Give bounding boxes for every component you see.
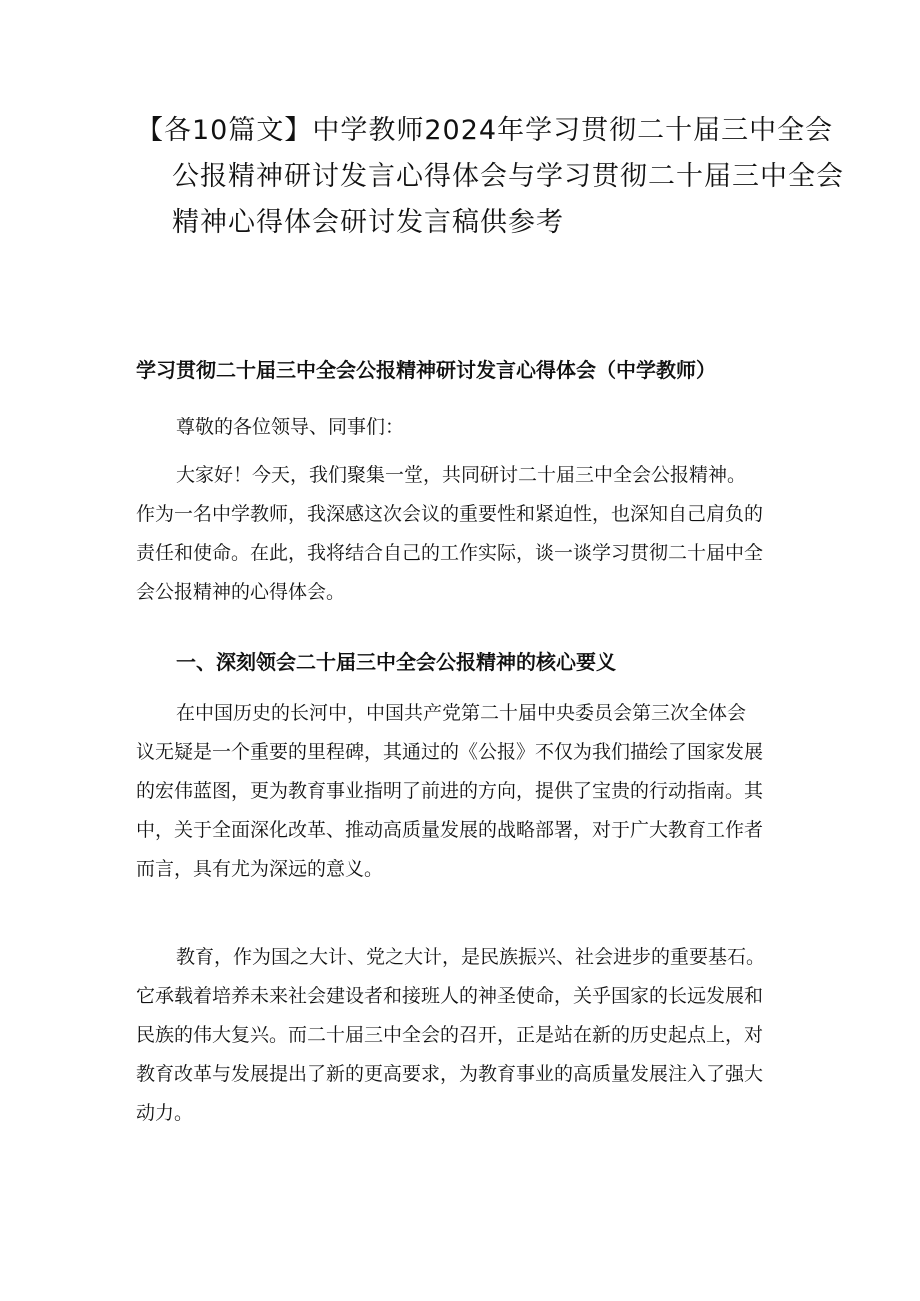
paragraph-3 xyxy=(136,938,790,1133)
salutation-text: 尊敬的各位领导、同事们： xyxy=(176,416,405,438)
paragraph-3-line: 动力。 xyxy=(136,1102,194,1124)
title-line-1: 【各10篇文】中学教师2024年学习贯彻二十届三中全会 xyxy=(136,115,834,146)
document-title xyxy=(136,108,844,246)
paragraph-2 xyxy=(136,694,790,889)
paragraph-2-line: 议无疑是一个重要的里程碑，其通过的《公报》不仅为我们描绘了国家发展 xyxy=(136,741,764,763)
paragraph-3-line: 教育改革与发展提出了新的更高要求，为教育事业的高质量发展注入了强大 xyxy=(136,1063,764,1085)
paragraph-1-line: 责任和使命。在此，我将结合自己的工作实际，谈一谈学习贯彻二十届中全 xyxy=(136,542,764,564)
title-line-3: 精神心得体会研讨发言稿供参考 xyxy=(172,207,564,238)
paragraph-1-line: 大家好！今天，我们聚集一堂，共同研讨二十届三中全会公报精神。 xyxy=(176,464,747,486)
title-line-2: 公报精神研讨发言心得体会与学习贯彻二十届三中全会 xyxy=(172,161,844,192)
salutation xyxy=(136,408,790,447)
paragraph-3-line: 它承载着培养未来社会建设者和接班人的神圣使命，关乎国家的长远发展和 xyxy=(136,985,764,1007)
paragraph-3-line: 民族的伟大复兴。而二十届三中全会的召开，正是站在新的历史起点上，对 xyxy=(136,1024,764,1046)
subheading-1: 一、深刻领会二十届三中全会公报精神的核心要义 xyxy=(176,650,616,674)
paragraph-1 xyxy=(136,456,790,612)
paragraph-2-line: 而言，具有尤为深远的意义。 xyxy=(136,858,384,880)
paragraph-2-line: 在中国历史的长河中，中国共产党第二十届中央委员会第三次全体会 xyxy=(176,702,747,724)
paragraph-2-line: 中，关于全面深化改革、推动高质量发展的战略部署，对于广大教育工作者 xyxy=(136,819,764,841)
paragraph-1-line: 作为一名中学教师，我深感这次会议的重要性和紧迫性，也深知自己肩负的 xyxy=(136,503,764,525)
paragraph-2-line: 的宏伟蓝图，更为教育事业指明了前进的方向，提供了宝贵的行动指南。其 xyxy=(136,780,764,802)
paragraph-1-line: 会公报精神的心得体会。 xyxy=(136,581,346,603)
paragraph-3-line: 教育，作为国之大计、党之大计，是民族振兴、社会进步的重要基石。 xyxy=(176,946,766,968)
section-heading: 学习贯彻二十届三中全会公报精神研讨发言心得体会（中学教师） xyxy=(136,358,716,382)
